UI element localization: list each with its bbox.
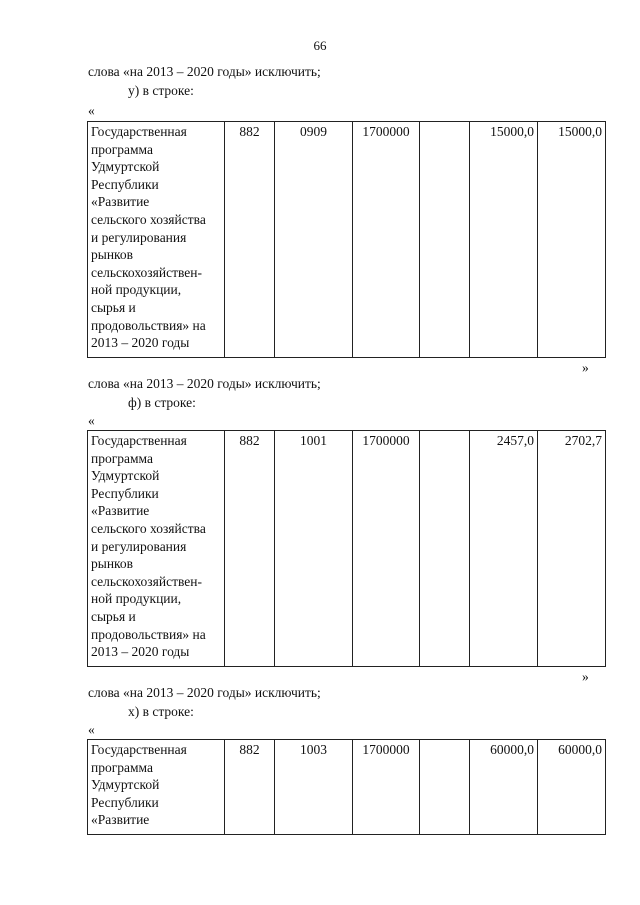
section-code-cell: 0909 [275, 122, 353, 358]
amount-cell-1: 60000,0 [470, 740, 538, 835]
open-quote: « [88, 722, 95, 737]
name-line: продовольствия» на [91, 317, 206, 333]
name-line: сельскохозяйствен- [91, 264, 202, 280]
program-name-cell [88, 740, 225, 835]
program-name-cell [88, 122, 225, 358]
name-line: программа [91, 450, 153, 466]
name-line: «Развитие [91, 812, 150, 828]
amount-cell-1: 15000,0 [470, 122, 538, 358]
ministry-code-cell: 882 [225, 122, 275, 358]
ministry-code-cell: 882 [225, 431, 275, 667]
target-code-cell: 1700000 [353, 740, 420, 835]
section-code-cell: 1003 [275, 740, 353, 835]
name-line: Республики [91, 485, 159, 501]
name-line: программа [91, 759, 153, 775]
name-line: Удмуртской [91, 159, 160, 175]
section-phrase: слова «на 2013 – 2020 годы» исключить; [88, 64, 321, 79]
name-line: сырья и [91, 299, 136, 315]
expense-type-cell [420, 431, 470, 667]
name-line: Государственная [91, 124, 187, 139]
section-phrase: слова «на 2013 – 2020 годы» исключить; [88, 376, 321, 391]
name-line: «Развитие [91, 503, 150, 519]
amount-cell-1: 2457,0 [470, 431, 538, 667]
name-line: Удмуртской [91, 777, 160, 793]
name-line: рынков [91, 247, 134, 263]
ministry-code-cell: 882 [225, 740, 275, 835]
section-phrase: слова «на 2013 – 2020 годы» исключить; [88, 685, 321, 700]
section-item-label: у) в строке: [128, 83, 194, 98]
name-line: ной продукции, [91, 591, 182, 607]
open-quote: « [88, 413, 95, 428]
budget-row-table [87, 430, 606, 667]
close-quote: » [582, 669, 589, 684]
name-line: сельского хозяйства [91, 211, 206, 227]
name-line: сельского хозяйства [91, 520, 206, 536]
budget-row-table [87, 739, 606, 835]
section-code-cell: 1001 [275, 431, 353, 667]
expense-type-cell [420, 740, 470, 835]
expense-type-cell [420, 122, 470, 358]
name-line: программа [91, 141, 153, 157]
name-line: ной продукции, [91, 282, 182, 298]
amount-cell-2: 2702,7 [538, 431, 606, 667]
close-quote: » [582, 360, 589, 375]
name-line: рынков [91, 556, 134, 572]
budget-row-table [87, 121, 606, 358]
name-line: 2013 – 2020 годы [91, 644, 190, 660]
name-line: продовольствия» на [91, 626, 206, 642]
name-line: Республики [91, 794, 159, 810]
name-line: и регулирования [91, 538, 187, 554]
target-code-cell: 1700000 [353, 431, 420, 667]
name-line: сырья и [91, 608, 136, 624]
name-line: «Развитие [91, 194, 150, 210]
name-line: и регулирования [91, 229, 187, 245]
amount-cell-2: 60000,0 [538, 740, 606, 835]
name-line: сельскохозяйствен- [91, 573, 202, 589]
name-line: Республики [91, 176, 159, 192]
table-row [88, 431, 606, 667]
name-line: Государственная [91, 742, 187, 757]
program-name-cell [88, 431, 225, 667]
name-line: Удмуртской [91, 468, 160, 484]
table-row [88, 740, 606, 835]
amount-cell-2: 15000,0 [538, 122, 606, 358]
name-line: 2013 – 2020 годы [91, 335, 190, 351]
page-number: 66 [313, 38, 327, 53]
section-item-label: х) в строке: [128, 704, 194, 719]
open-quote: « [88, 103, 95, 118]
target-code-cell: 1700000 [353, 122, 420, 358]
section-item-label: ф) в строке: [128, 395, 196, 410]
table-row [88, 122, 606, 358]
name-line: Государственная [91, 433, 187, 448]
